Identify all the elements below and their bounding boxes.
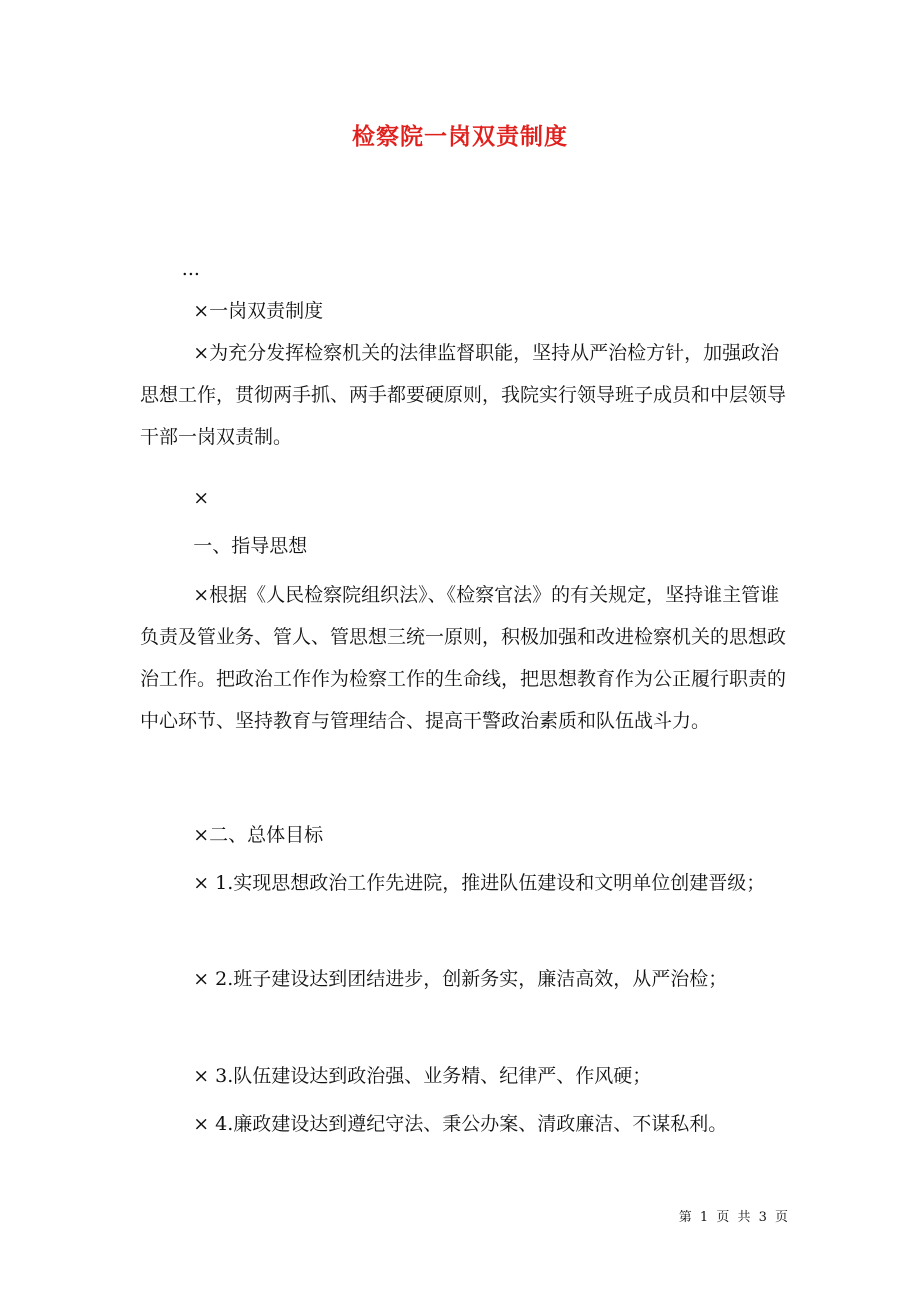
paragraph-separator: × (193, 487, 210, 509)
paragraph-intro: ×为充分发挥检察机关的法律监督职能，坚持从严治检方针，加强政治思想工作，贯彻两手抓、两手都要硬原则，我院实行领导班子成员和中层领导干部一岗双责制。 (140, 342, 787, 448)
document-title: 检察院一岗双责制度 (352, 123, 568, 150)
section-heading-guiding-thought: 一、指导思想 (193, 535, 308, 557)
section-heading-overall-goals: ×二、总体目标 (193, 824, 324, 846)
paragraph-ellipsis: ... (181, 258, 200, 280)
page-number-footer: 第 1 页 共 3 页 (678, 1210, 790, 1225)
goal-item-3: × 3.队伍建设达到政治强、业务精、纪律严、作风硬； (193, 1065, 652, 1087)
goal-item-4: × 4.廉政建设达到遵纪守法、秉公办案、清政廉洁、不谋私利。 (193, 1113, 728, 1135)
paragraph-system-heading: ×一岗双责制度 (193, 300, 324, 322)
paragraph-guiding-thought: ×根据《人民检察院组织法》、《检察官法》的有关规定，坚持谁主管谁负责及管业务、管人、管思想三统一原则，积极加强和改进检察机关的思想政治工作。把政治工作作为检察工作的生命线，把思想教育作为公正履行职责的中心环节、坚持教育与管理结合、提高干警政治素质和队伍战斗力。 (140, 584, 787, 732)
goal-item-2: × 2.班子建设达到团结进步，创新务实，廉洁高效，从严治检； (193, 968, 728, 990)
goal-item-1: × 1.实现思想政治工作先进院，推进队伍建设和文明单位创建晋级； (193, 872, 766, 894)
